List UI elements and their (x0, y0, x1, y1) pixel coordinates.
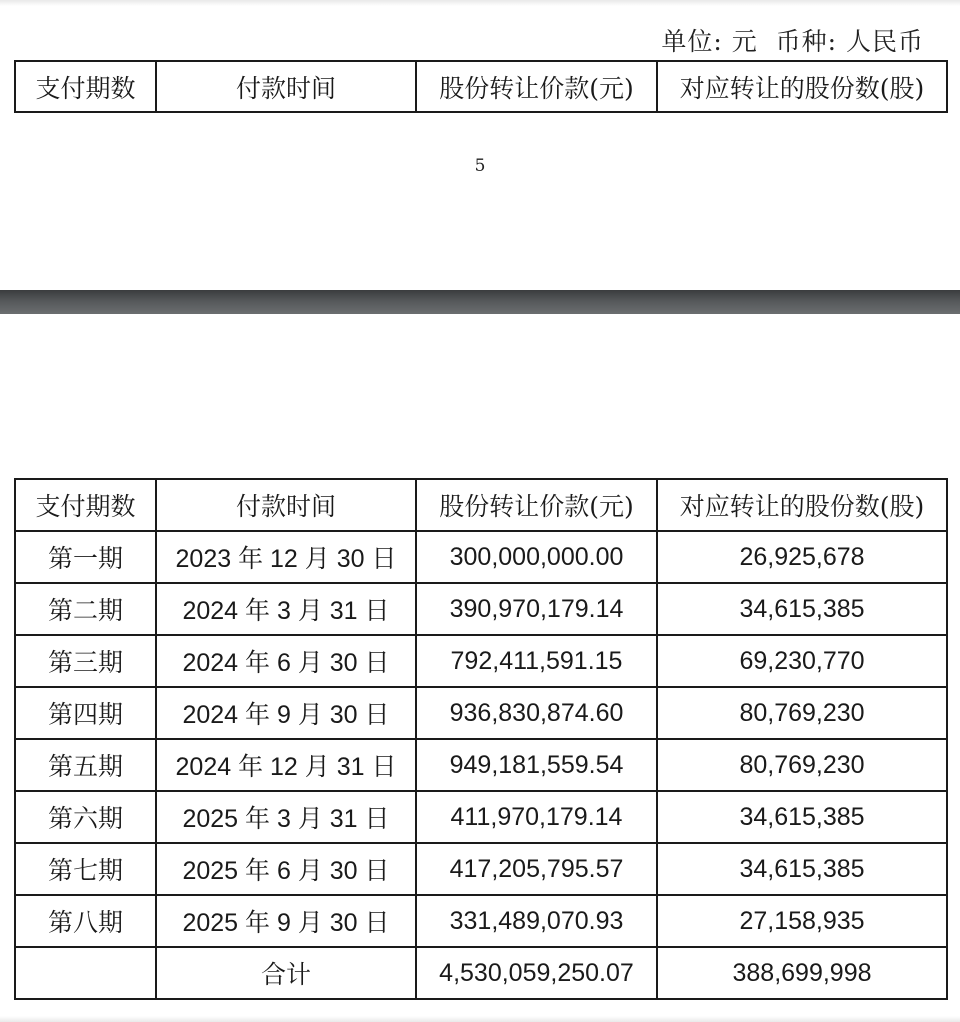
header-period: 支付期数 (15, 479, 156, 531)
header-transfer-price: 股份转让价款(元) (416, 61, 657, 112)
total-label: 合计 (156, 947, 416, 999)
date-cell: 2024 年 12 月 31 日 (156, 739, 416, 791)
price-cell: 300,000,000.00 (416, 531, 657, 583)
price-cell: 417,205,795.57 (416, 843, 657, 895)
price-cell: 411,970,179.14 (416, 791, 657, 843)
table-row (15, 739, 947, 791)
period-cell: 第五期 (15, 739, 156, 791)
unit-currency-note: 单位: 元 币种: 人民币 (661, 27, 924, 56)
period-cell: 第一期 (15, 531, 156, 583)
date-cell: 2024 年 9 月 30 日 (156, 687, 416, 739)
date-cell: 2024 年 3 月 31 日 (156, 583, 416, 635)
header-payment-time: 付款时间 (156, 479, 416, 531)
total-price: 4,530,059,250.07 (416, 947, 657, 999)
period-cell: 第六期 (15, 791, 156, 843)
page-number: 5 (474, 156, 486, 176)
shares-cell: 27,158,935 (657, 895, 947, 947)
period-cell: 第四期 (15, 687, 156, 739)
shares-cell: 80,769,230 (657, 687, 947, 739)
table-row (15, 531, 947, 583)
table-row (15, 843, 947, 895)
header-share-count: 对应转让的股份数(股) (657, 61, 947, 112)
document-page-top (0, 0, 960, 290)
header-period: 支付期数 (15, 61, 156, 112)
total-shares: 388,699,998 (657, 947, 947, 999)
header-payment-time: 付款时间 (156, 61, 416, 112)
shares-cell: 69,230,770 (657, 635, 947, 687)
header-transfer-price: 股份转让价款(元) (416, 479, 657, 531)
payment-schedule-table (14, 478, 948, 1000)
table-row (15, 687, 947, 739)
price-cell: 949,181,559.54 (416, 739, 657, 791)
price-cell: 331,489,070.93 (416, 895, 657, 947)
shares-cell: 80,769,230 (657, 739, 947, 791)
period-cell: 第三期 (15, 635, 156, 687)
date-cell: 2025 年 9 月 30 日 (156, 895, 416, 947)
shares-cell: 34,615,385 (657, 583, 947, 635)
total-empty-cell (15, 947, 156, 999)
table-row (15, 895, 947, 947)
period-cell: 第七期 (15, 843, 156, 895)
shares-cell: 34,615,385 (657, 791, 947, 843)
page-edge (0, 0, 960, 6)
price-cell: 792,411,591.15 (416, 635, 657, 687)
table-header-row (15, 479, 947, 531)
header-share-count: 对应转让的股份数(股) (657, 479, 947, 531)
shares-cell: 26,925,678 (657, 531, 947, 583)
date-cell: 2023 年 12 月 30 日 (156, 531, 416, 583)
table-row (15, 791, 947, 843)
page-divider (0, 290, 960, 314)
table-header-row (15, 61, 947, 112)
price-cell: 936,830,874.60 (416, 687, 657, 739)
price-cell: 390,970,179.14 (416, 583, 657, 635)
date-cell: 2025 年 6 月 30 日 (156, 843, 416, 895)
table-row (15, 583, 947, 635)
period-cell: 第二期 (15, 583, 156, 635)
date-cell: 2024 年 6 月 30 日 (156, 635, 416, 687)
table-row (15, 635, 947, 687)
page-edge (0, 1016, 960, 1022)
total-row (15, 947, 947, 999)
date-cell: 2025 年 3 月 31 日 (156, 791, 416, 843)
shares-cell: 34,615,385 (657, 843, 947, 895)
payment-table-header-fragment (14, 60, 948, 113)
period-cell: 第八期 (15, 895, 156, 947)
